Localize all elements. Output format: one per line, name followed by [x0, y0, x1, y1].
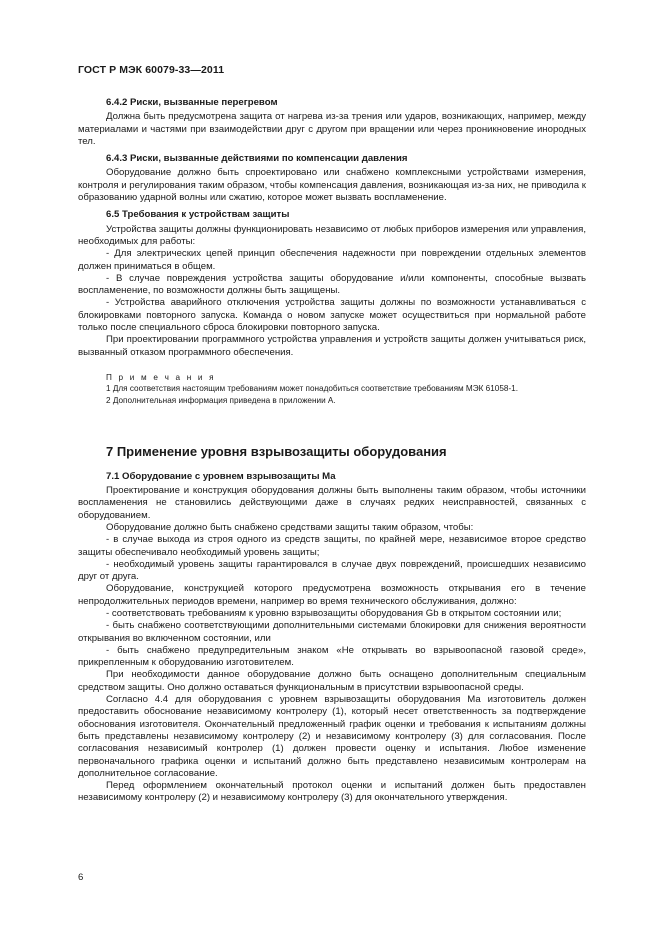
list-item: - быть снабжено предупредительным знаком «Не открывать во взрывоопасной газовой среде», прикрепленным к оборудованию изготовителем. [78, 644, 586, 669]
paragraph: Должна быть предусмотрена защита от нагрева из-за трения или ударов, возникающих, например, между материалами и частями при взаимодействии друг с другом при вращении или через проникновение инородных тел. [78, 111, 586, 147]
list-item: - быть снабжено соответствующими дополнительными системами блокировки для снижения вероятности открывания во включенном состоянии, или [78, 620, 586, 644]
list-item: - В случае повреждения устройства защиты оборудование и/или компоненты, способные вызвать воспламенение, по возможности должны быть защищены. [78, 272, 586, 297]
note-item: 1 Для соответствия настоящим требованиям может понадобиться соответствие требованиям МЭК 61058-1. [106, 384, 518, 394]
list-item: - соответствовать требованиям к уровню взрывозащиты оборудования Gb в открытом состоянии или; [106, 608, 562, 619]
notes-heading: П р и м е ч а н и я [106, 372, 216, 382]
note-item: 2 Дополнительная информация приведена в приложении А. [106, 395, 336, 405]
list-item: - в случае выхода из строя одного из средств защиты, по крайней мере, независимое второе средство защиты обеспечивало необходимый уровень защиты; [78, 534, 586, 558]
paragraph: При проектировании программного устройства управления и устройств защиты должен учитываться риск, вызванный отказом программного обеспечения. [78, 334, 586, 358]
list-item: - Для электрических цепей принцип обеспечения надежности при повреждении отдельных элементов должен приниматься в общем. [78, 248, 586, 272]
heading-6-5: 6.5 Требования к устройствам защиты [106, 209, 290, 221]
heading-7-1: 7.1 Оборудование с уровнем взрывозащиты Ма [106, 470, 336, 482]
paragraph: Оборудование должно быть спроектировано или снабжено комплексными устройствами измерения, контроля и регулирования таким образом, чтобы компенсация давления, возникающая из-за них, не приводила к образованию ударной волны или сжатию, которое может вызвать воспламенение. [78, 167, 586, 204]
list-item: - необходимый уровень защиты гарантировался в случае двух повреждений, происшедших независимо друг от друга. [78, 558, 586, 583]
heading-6-4-3: 6.4.3 Риски, вызванные действиями по компенсации давления [106, 153, 408, 165]
page-number: 6 [78, 872, 84, 883]
paragraph: При необходимости данное оборудование должно быть оснащено дополнительным специальным средством защиты. Оно должно оставаться функциональным в присутствии взрывоопасной среды. [78, 669, 586, 693]
paragraph: Оборудование должно быть снабжено средствами защиты таким образом, чтобы: [106, 521, 474, 533]
paragraph: Устройства защиты должны функционировать независимо от любых приборов измерения или управления, необходимых для работы: [78, 223, 586, 247]
heading-6-4-2: 6.4.2 Риски, вызванные перегревом [106, 97, 278, 108]
page-header-standard-title: ГОСТ Р МЭК 60079-33—2011 [78, 64, 225, 76]
document-body [78, 97, 586, 805]
paragraph: Перед оформлением окончательный протокол оценки и испытаний должен быть предоставлен независимому контролеру (2) и независимому контролеру (3) для окончательного утверждения. [78, 780, 586, 804]
paragraph: Согласно 4.4 для оборудования с уровнем взрывозащиты оборудования Ма изготовитель должен предоставить обоснование независимому контролеру (1), который несет ответственность за подтверждение обоснования изготовителя. Окончательный предложенный график оценки и требования к испытаниям должны быть представлены независимому контролеру (2) и независимому контролеру (3) для согласования. После согласования независимый контролер (1) должен провести оценку и испытания. Любое изменение первоначального графика оценки и испытаний должно быть представлено независимым контролерам на дополнительное согласование. [78, 694, 586, 779]
notes-block [78, 372, 586, 407]
section-7-heading: 7 Применение уровня взрывозащиты оборудования [106, 444, 447, 460]
paragraph: Проектирование и конструкция оборудования должны быть выполнены таким образом, чтобы источники воспламенения не становились действующими даже в случаях редких неисправностей, связанных с оборудованием. [78, 485, 586, 521]
list-item: - Устройства аварийного отключения устройства защиты должны по возможности устанавливаться с блокировками повторного запуска. Команда о новом запуске может осуществиться при нормальной работе только после специального сброса блокировки повторного запуска. [78, 297, 586, 334]
paragraph: Оборудование, конструкцией которого предусмотрена возможность открывания его в течение непродолжительных периодов времени, например во время технического обслуживания, должно: [78, 583, 586, 607]
